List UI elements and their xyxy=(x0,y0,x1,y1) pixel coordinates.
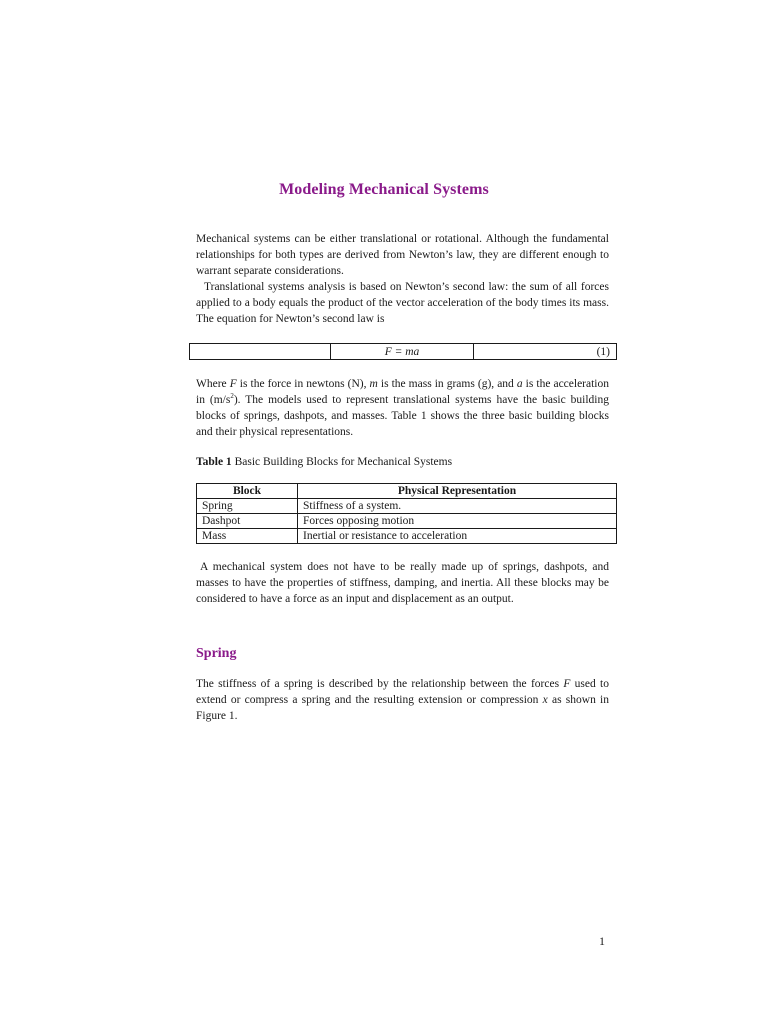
table-cell: Stiffness of a system. xyxy=(298,499,617,514)
table-cell: Dashpot xyxy=(197,514,298,529)
spring-paragraph xyxy=(196,676,609,724)
text-run: ). The models used to represent translational systems have the basic building blocks of springs, dashpots, and masses. Table 1 shows the three basic building blocks and their physical representations. xyxy=(196,394,610,438)
equation-number: (1) xyxy=(474,344,617,360)
text-run: as shown in Figure 1. xyxy=(196,694,610,722)
page-number: 1 xyxy=(599,934,605,948)
text-run: Where xyxy=(196,378,230,390)
intro-paragraph-1: Mechanical systems can be either translational or rotational. Although the fundamental relationships for both types are derived from Newton’s law, they are different enough to warrant separate considerations. xyxy=(196,233,609,277)
text-run: is the acceleration in (m/s xyxy=(196,378,610,406)
building-blocks-paragraph: A mechanical system does not have to be really made up of springs, dashpots, and masses to have the properties of stiffness, damping, and inertia. All these blocks may be considered to have a force as an input and displacement as an output. xyxy=(196,561,609,605)
text-run: used to extend or compress a spring and the resulting extension or compression xyxy=(196,678,609,706)
variable-force: F xyxy=(229,378,237,390)
explanation-paragraph xyxy=(196,376,609,440)
table-header: Block xyxy=(197,484,298,499)
equation-formula: F = ma xyxy=(331,344,474,360)
table-cell: Spring xyxy=(197,499,298,514)
variable-displacement: x xyxy=(542,694,548,706)
table-header-row xyxy=(197,484,617,499)
table-caption xyxy=(196,454,452,470)
text-run: is the mass in grams (g), and xyxy=(377,378,517,390)
section-heading-spring: Spring xyxy=(196,646,237,661)
text-run: is the force in newtons (N), xyxy=(236,378,370,390)
superscript: 2 xyxy=(230,392,234,401)
table-row xyxy=(197,529,617,544)
table-row xyxy=(197,499,617,514)
building-blocks-table xyxy=(196,483,617,544)
variable-force: F xyxy=(563,678,571,690)
intro-paragraph-2: Translational systems analysis is based on Newton’s second law: the sum of all forces applied to a body equals the product of the vector acceleration of the body times its mass. The equation for Newton’s second law is xyxy=(196,281,609,325)
table-caption-label: Table 1 xyxy=(196,456,232,468)
table-caption-text: Basic Building Blocks for Mechanical Systems xyxy=(231,456,453,468)
equation-row xyxy=(190,344,617,360)
table-cell: Inertial or resistance to acceleration xyxy=(298,529,617,544)
variable-acceleration: a xyxy=(516,378,523,390)
text-run: The stiffness of a spring is described by the relationship between the forces xyxy=(196,678,564,690)
document-title: Modeling Mechanical Systems xyxy=(279,181,489,198)
table-row xyxy=(197,514,617,529)
table-header: Physical Representation xyxy=(298,484,617,499)
variable-mass: m xyxy=(369,378,378,390)
table-cell: Forces opposing motion xyxy=(298,514,617,529)
equation-table xyxy=(189,343,617,360)
table-cell: Mass xyxy=(197,529,298,544)
equation-left-cell xyxy=(190,344,331,360)
